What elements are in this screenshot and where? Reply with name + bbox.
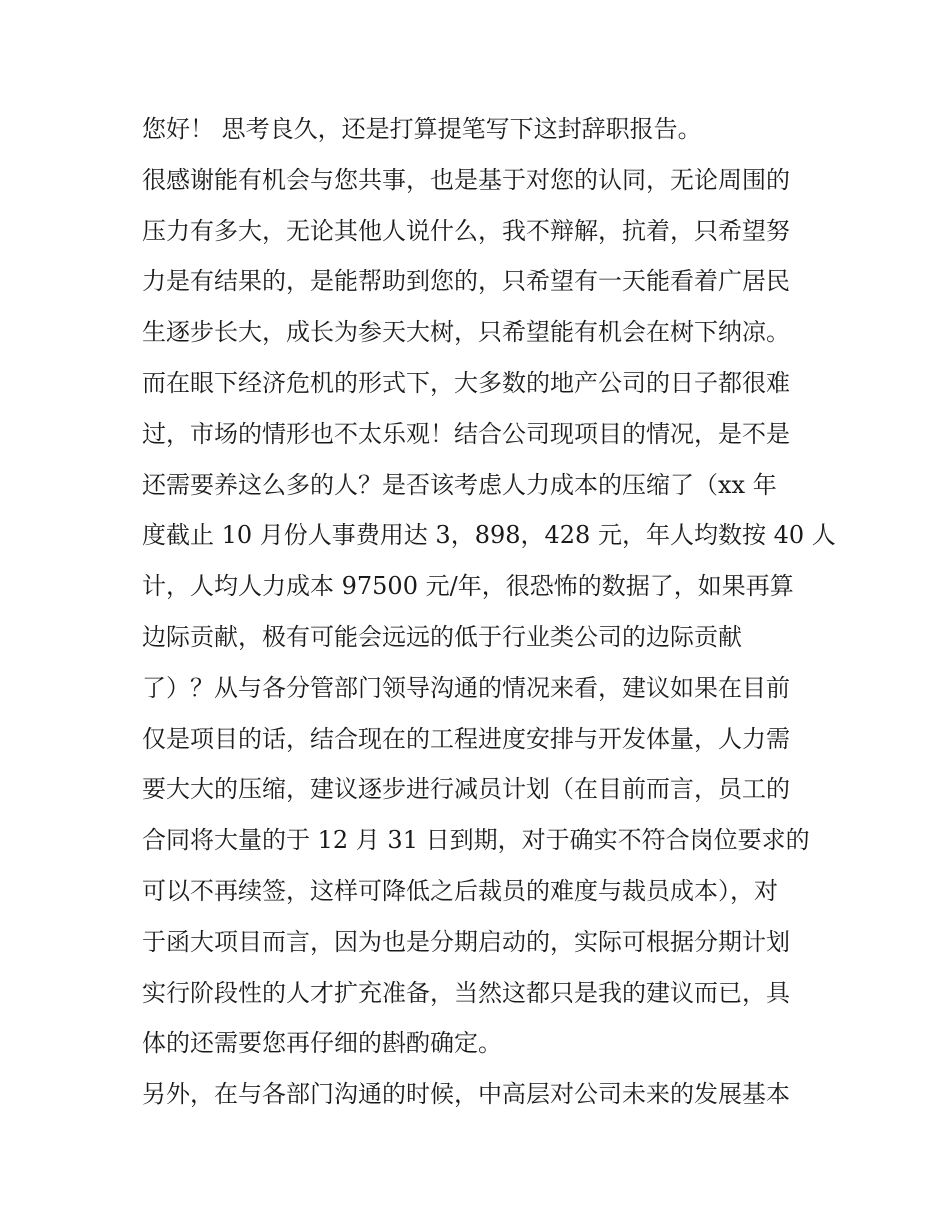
text-line: 于函大项目而言，因为也是分期启动的，实际可根据分期计划 — [142, 927, 790, 956]
text-line: 可以不再续签，这样可降低之后裁员的难度与裁员成本），对 — [142, 876, 778, 905]
text-line: 您好！ 思考良久，还是打算提笔写下这封辞职报告。 — [142, 115, 702, 143]
text-line: 过，市场的情形也不太乐观！结合公司现项目的情况，是不是 — [142, 419, 790, 448]
text-line: 力是有结果的，是能帮助到您的，只希望有一天能看着广居民 — [142, 267, 790, 296]
text-line: 压力有多大，无论其他人说什么，我不辩解，抗着，只希望努 — [142, 216, 790, 245]
resignation-letter-body — [142, 104, 836, 1120]
text-line: 边际贡献，极有可能会远远的低于行业类公司的边际贡献 — [142, 622, 742, 651]
text-line: 体的还需要您再仔细的斟酌确定。 — [142, 1029, 502, 1058]
text-line: 还需要养这么多的人？是否该考虑人力成本的压缩了（xx 年 — [142, 470, 777, 499]
text-line: 了）？从与各分管部门领导沟通的情况来看，建议如果在目前 — [142, 673, 790, 702]
text-line: 实行阶段性的人才扩充准备，当然这都只是我的建议而已，具 — [142, 978, 790, 1007]
text-line: 合同将大量的于 12 月 31 日到期，对于确实不符合岗位要求的 — [142, 826, 810, 855]
text-line: 度截止 10 月份人事费用达 3，898，428 元，年人均数按 40 人 — [142, 521, 836, 550]
text-line: 另外，在与各部门沟通的时候，中高层对公司未来的发展基本 — [142, 1080, 790, 1109]
text-line: 而在眼下经济危机的形式下，大多数的地产公司的日子都很难 — [142, 368, 790, 397]
text-line: 很感谢能有机会与您共事，也是基于对您的认同，无论周围的 — [142, 165, 790, 194]
text-line: 计，人均人力成本 97500 元/年，很恐怖的数据了，如果再算 — [142, 572, 794, 601]
text-line: 生逐步长大，成长为参天大树，只希望能有机会在树下纳凉。 — [142, 318, 790, 347]
text-line: 仅是项目的话，结合现在的工程进度安排与开发体量，人力需 — [142, 724, 790, 753]
text-line: 要大大的压缩，建议逐步进行减员计划（在目前而言，员工的 — [142, 775, 790, 804]
